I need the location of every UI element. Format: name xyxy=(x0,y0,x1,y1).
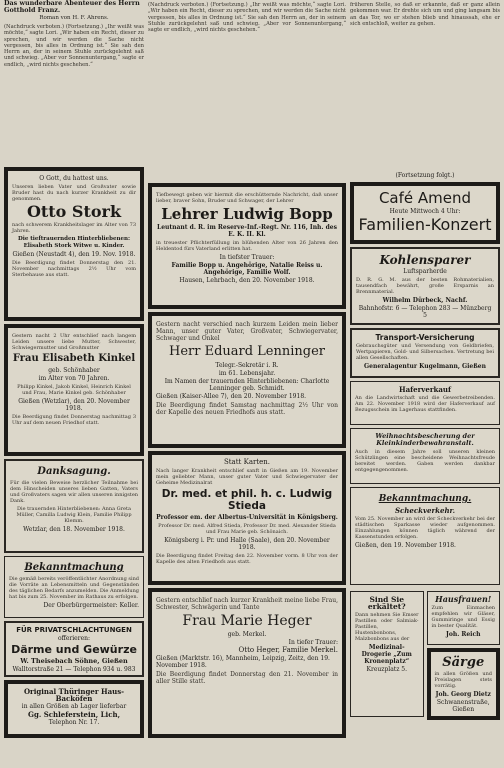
hausfrauen-body: Zum Einmachen empfehlen wir Gläser, Gummiringe und Essig in bester Qualität. xyxy=(431,605,495,629)
obituary-stieda xyxy=(148,451,346,585)
obituary-lenninger xyxy=(148,312,346,448)
weihnacht-title: Weihnachtsbescherung der Kleinkinderbewahranstalt. xyxy=(375,432,475,447)
stieda-head: Statt Karten. xyxy=(223,458,271,466)
bekannt2-body: Vom 25. November an wird der Scheckverkehr bei der städtischen Sparkasse wieder aufgenommen. Einzahlungen können täglich während der Kassenstunden erfolgen. xyxy=(355,516,495,540)
heger-sub: geb. Merkel. xyxy=(227,631,267,638)
feuilleton-body: (Nachdruck verboten.) (Fortsetzung.) „Ihr weißt was möchte,“ sagte Lori. „Wir haben ein Recht, dieser zu sprechen, und wir werden die Sache nicht vergessen, bis alles in Ordnung ist.“ Sie sah den Herrn an, der in seinem Stuhle zurückgelehnt saß und schwieg. „Aber vor Sonnenuntergang,“ sagte er endlich, „wird nichts geschehen.“ xyxy=(4,24,144,68)
stieda-place-date: Königsberg i. Pr. und Halle (Saale), den 20. November 1918. xyxy=(164,537,330,551)
small-ads-row xyxy=(350,588,500,723)
kinkel-mourners: Philipp Kinkel, Jakob Kinkel, Heinrich Kinkel und Frau, Marie Kinkel geb. Schönhaber xyxy=(17,384,131,396)
obituary-stork xyxy=(4,167,144,321)
kohlen-side: Luftsparherde xyxy=(403,268,447,275)
stieda-funeral: Die Beerdigung findet Freitag den 22. November vorm. 8 Uhr von der Kapelle des alten Friedhofs aus statt. xyxy=(156,553,338,565)
lenninger-intro: Gestern nacht verschied nach kurzem Leiden mein lieber Mann, unser guter Vater, Großvater, Schwiegervater, Schwager und Onkel xyxy=(156,321,338,342)
saerge-addr: Schwanenstraße, Gießen xyxy=(436,699,490,713)
backoefen-title: Original Thüringer Haus-Backöfen xyxy=(23,687,125,703)
stork-mourners: Die tieftrauernden Hinterbliebenen: Elisabeth Stork Witwe u. Kinder. xyxy=(17,236,131,249)
heger-intro: Gestern entschlief nach kurzer Krankheit meine liebe Frau, Schwester, Schwägerin und Tante xyxy=(156,597,338,611)
left-column xyxy=(4,0,144,768)
feuilleton-continued: (Nachdruck verboten.) (Fortsetzung.) „Ihr weißt was möchte,“ sagte Lori. „Wir haben ein Recht, dieser zu sprechen, und wir werden die Sache nicht vergessen, bis alles in Ordnung ist.“ Sie sah den Herrn an, der in seinem Stuhle zurückgelehnt saß und schwieg. „Aber vor Sonnenuntergang,“ sagte er endlich, „wird nichts geschehen.“ xyxy=(148,2,346,34)
notice-weihnacht xyxy=(350,428,500,484)
kinkel-name: Frau Elisabeth Kinkel xyxy=(12,353,136,364)
ad-transport xyxy=(350,328,500,378)
bopp-mourners-label: In tiefster Trauer: xyxy=(219,254,275,261)
kinkel-age: im Alter von 70 Jahren. xyxy=(38,375,110,382)
ad-kohlensparer xyxy=(350,247,500,325)
hausfrauen-title: Hausfrauen! xyxy=(435,594,492,604)
transport-agent: Generalagentur Kugelmann, Gießen xyxy=(364,363,486,370)
danksagung-title: Danksagung. xyxy=(37,466,111,477)
danksagung-place-date: Wetzlar, den 18. November 1918. xyxy=(23,526,125,533)
bekanntmachung-body: Die gemäß bereits veröffentlichter Anordnung sind die Vorräte an Lebensmitteln und Gegenständen des täglichen Bedarfs anzumelden. Die Anmeldung hat bis zum 25. November im Rathaus zu erfolgen. xyxy=(9,576,139,600)
cafe-name: Café Amend xyxy=(378,189,472,207)
bopp-sub: in treuester Pflichterfüllung im blühenden Alter von 26 Jahren den Heldentod fürs Vaterland erlitten hat. xyxy=(156,240,338,252)
kohlen-body: D. R. G. M. aus der besten Rohmaterialien, tausendfach bewährt, große Ersparnis an Brennmaterial. xyxy=(356,277,494,295)
stork-sub: nach schwerem Krankheitslager im Alter von 73 Jahren. xyxy=(12,222,136,234)
danksagung-body: Für die vielen Beweise herzlicher Teilnahme bei dem Hinscheiden unseres lieben Gatten, Vaters und Großvaters sagen wir allen unseren innigsten Dank. xyxy=(10,480,138,504)
stork-body: Unseren lieben Vater und Großvater sowie Bruder hast du nach kurzer Krankheit zu dir genommen. xyxy=(12,184,136,202)
feuilleton-heading: Das wunderbare Abenteuer des Herrn Gotthold Franz. xyxy=(4,0,140,14)
notice-scheckverkehr xyxy=(350,487,500,585)
lenninger-place-date: Gießen (Kaiser-Allee 7), den 20. November 1918. xyxy=(156,393,307,400)
heger-place-date: Gießen (Marktstr. 16), Mannheim, Leipzig, Zeitz, den 19. November 1918. xyxy=(156,655,330,669)
lenninger-name: Herr Eduard Lenninger xyxy=(168,344,326,359)
hafer-body: An die Landwirtschaft und die Gewerbetreibenden. Am 22. November 1918 wird der Haferverkauf auf Bezugsschein im Lagerhaus stattfinden. xyxy=(355,395,495,413)
feuilleton-author: Roman von H. F. Ahrens. xyxy=(39,15,109,21)
transport-title: Transport-Versicherung xyxy=(375,333,475,342)
bopp-intro: Tiefbewegt geben wir hiermit die erschütternde Nachricht, daß unser lieber, braver Sohn, Bruder und Schwager, der Lehrer xyxy=(156,192,338,204)
bopp-name: Lehrer Ludwig Bopp xyxy=(161,205,333,223)
saerge-firm: Joh. Georg Dietz xyxy=(435,691,491,698)
erkaeltet-firm: Medizinal-Drogerie „Zum Kronenplatz“ xyxy=(361,644,412,665)
backoefen-firm: Gg. Schleferstein, Lich, xyxy=(27,710,121,719)
hafer-title: Haferverkauf xyxy=(399,385,451,394)
erkaeltet-title: Sind Sie erkältet? xyxy=(367,595,406,611)
kinkel-funeral: Die Beerdigung findet Donnerstag nachmittag 3 Uhr auf dem neuen Friedhof statt. xyxy=(12,414,136,426)
feuilleton-end: (Fortsetzung folgt.) xyxy=(395,172,455,179)
cafe-sub: Heute Mittwoch 4 Uhr: xyxy=(389,208,461,215)
stieda-mourners: Professor Dr. med. Alfred Stieda, Professor Dr. med. Alexander Stieda und Frau Marie geb. Schönaich. xyxy=(158,523,336,535)
weihnacht-body: Auch in diesem Jahre soll unseren kleinen Schützlingen eine bescheidene Weihnachtsfreude bereitet werden. Gaben werden dankbar entgegengenommen. xyxy=(355,449,495,473)
saerge-body: in allen Größen und Preislagen stets vorrätig. xyxy=(434,671,492,689)
bekannt2-title: Bekanntmachung. xyxy=(378,494,472,504)
danksagung-mourners: Die trauernden Hinterbliebenen: Anna Greta Müller, Camilla Ludwig Klein, Familie Philipp Klemm. xyxy=(16,506,132,524)
stork-intro: O Gott, du hattest uns. xyxy=(39,175,109,182)
privat-addr: Walltorstraße 21 — Telephon 934 u. 983 xyxy=(12,666,136,673)
middle-column xyxy=(148,0,346,768)
kinkel-sub: geb. Schönhaber xyxy=(48,367,100,374)
feuilleton xyxy=(4,0,144,164)
stork-place-date: Gießen (Neustadt 4), den 19. Nov. 1918. xyxy=(12,251,136,258)
heger-funeral: Die Beerdigung findet Donnerstag den 21. November in aller Stille statt. xyxy=(156,671,338,685)
bekanntmachung-title: Bekanntmachung xyxy=(24,562,124,573)
danksagung xyxy=(4,459,144,553)
heger-mourners-label: In tiefer Trauer: xyxy=(288,639,338,646)
stieda-name: Dr. med. et phil. h. c. Ludwig Stieda xyxy=(161,488,333,512)
feuilleton-end-text: früheren Stelle, so daß er erkannte, daß er ganz allein gekommen war. Er drehte sich um und ging langsam bis an das Tor, wo er stehen blieb und hinaussah, ehe er sich entschloß, weiter zu gehen. xyxy=(350,2,500,27)
obituary-kinkel xyxy=(4,324,144,456)
saerge-title: Särge xyxy=(442,655,485,670)
bekanntmachung xyxy=(4,556,144,618)
backoefen-addr: Telephon Nr. 17. xyxy=(48,719,100,726)
erkaeltet-addr: Kreuzplatz 5. xyxy=(366,666,407,673)
ad-erkaeltet xyxy=(350,591,424,717)
cafe-event: Familien-Konzert xyxy=(358,215,492,234)
bekanntmachung-signature: Der Oberbürgermeister: Keller. xyxy=(43,602,139,609)
privat-firm: W. Theisebach Söhne, Gießen xyxy=(20,657,128,665)
obituary-bopp xyxy=(148,183,346,309)
privat-item: Därme und Gewürze xyxy=(11,643,137,656)
stork-funeral: Die Beerdigung findet Donnerstag den 21. November nachmittags 2½ Uhr vom Sterbehause aus statt. xyxy=(12,260,136,278)
privat-head: FÜR PRIVATSCHLACHTUNGEN xyxy=(16,626,132,634)
bopp-mourners: Familie Bopp u. Angehörige, Natalie Reiss u. Angehörige, Familie Wolf. xyxy=(171,262,323,276)
bekannt2-place-date: Gießen, den 19. November 1918. xyxy=(355,542,456,549)
lenninger-mourners: Im Namen der trauernden Hinterbliebenen: Charlotte Lenninger geb. Schmidt. xyxy=(164,378,330,392)
heger-mourners: Otto Heger, Familie Merkel. xyxy=(238,646,338,654)
lenninger-rank: Telegr.-Sekretär i. R. xyxy=(215,362,279,369)
kohlen-addr: Bahnhofstr. 6 — Telephon 283 — Münzberg 5 xyxy=(358,305,492,319)
notice-haferverkauf xyxy=(350,381,500,425)
hausfrauen-name: Joh. Reich xyxy=(446,631,481,638)
stork-name: Otto Stork xyxy=(26,202,122,221)
bopp-rank: Leutnant d. R. im Reserve-Inf.-Regt. Nr. 116, Inh. des E. K. II. Kl. xyxy=(157,224,337,238)
stieda-rank: Professor em. der Albertus-Universität in Königsberg. xyxy=(156,514,338,521)
transport-body: Gebrauchsgüter und Versendung von Geldbriefen, Wertpapieren, Gold- und Silbersachen. Vertretung bei allen Gesellschaften. xyxy=(356,343,494,361)
ad-cafe-amend xyxy=(350,182,500,244)
kohlen-title: Kohlensparer xyxy=(379,253,471,267)
kinkel-place-date: Gießen (Wetzlar), den 20. November 1918. xyxy=(18,398,130,412)
ad-saerge xyxy=(427,648,501,720)
bekannt2-sub: Scheckverkehr. xyxy=(394,506,456,515)
privat-offer: offerieren: xyxy=(57,635,91,642)
obituary-heger xyxy=(148,588,346,738)
kinkel-intro: Gestern nacht 2 Uhr entschlief nach langem Leiden unsere liebe Mutter, Schwester, Schwiegermutter und Großmutter xyxy=(12,333,136,351)
backoefen-sub: in allen Größen ab Lager lieferbar xyxy=(21,703,127,710)
erkaeltet-body: Dann nehmen Sie Emser Pastillen oder Salmiak-Pastillen, Hustenbonbons, Malzbonbons aus der xyxy=(355,612,419,642)
ad-hausfrauen xyxy=(427,591,501,645)
stieda-intro: Nach langer Krankheit entschlief sanft in Gießen am 19. November mein geliebter Mann, unser guter Vater und Schwiegervater der Geheime Medizinalrat xyxy=(156,468,338,486)
ad-privatschlachtungen xyxy=(4,621,144,677)
bopp-place-date: Hausen, Lehrbach, den 20. November 1918. xyxy=(179,277,315,284)
kohlen-name: Wilhelm Dürbeck, Nachf. xyxy=(382,297,468,304)
ad-backoefen xyxy=(4,680,144,738)
lenninger-age: im 61. Lebensjahr. xyxy=(218,370,276,377)
right-column xyxy=(350,0,500,768)
lenninger-funeral: Die Beerdigung findet Samstag nachmittag 2½ Uhr von der Kapelle des neuen Friedhofs aus statt. xyxy=(156,402,338,416)
heger-name: Frau Marie Heger xyxy=(182,613,312,629)
